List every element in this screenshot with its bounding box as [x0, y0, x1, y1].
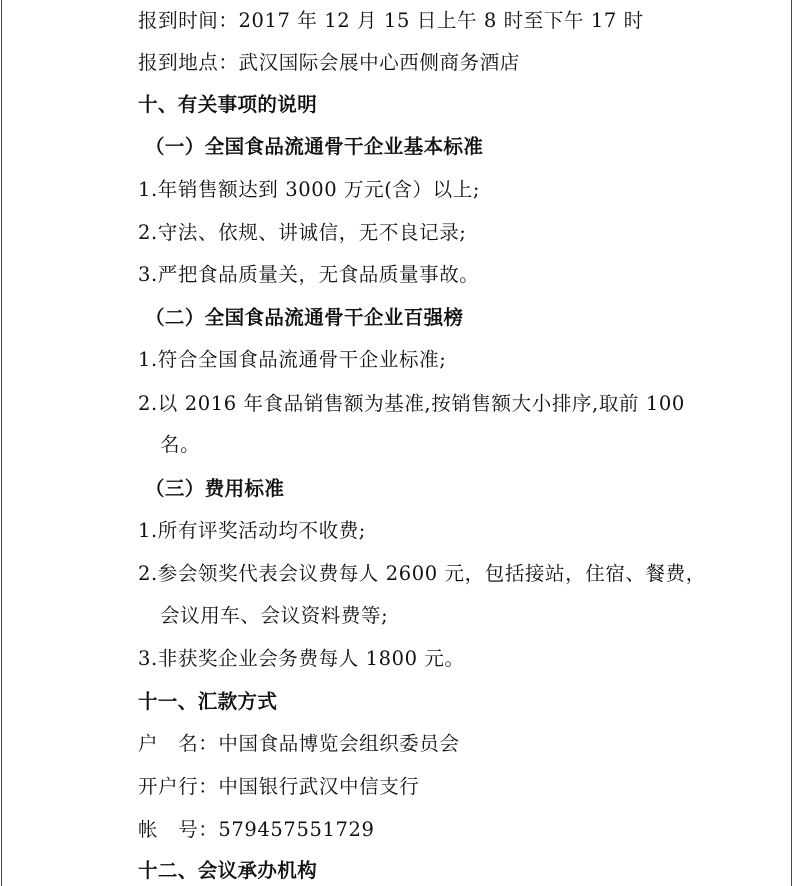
part-2-item-2: 2.以 2016 年食品销售额为基准,按销售额大小排序,取前 100: [138, 392, 685, 415]
registration-time: 报到时间：2017 年 12 月 15 日上午 8 时至下午 17 时: [138, 9, 644, 32]
part-3-item-3: 3.非获奖企业会务费每人 1800 元。: [138, 647, 465, 670]
part-2-heading: （二）全国食品流通骨干企业百强榜: [145, 306, 464, 329]
part-3-item-2: 2.参会领奖代表会议费每人 2600 元，包括接站，住宿、餐费，: [138, 562, 706, 585]
part-1-heading: （一）全国食品流通骨干企业基本标准: [145, 135, 484, 158]
part-2-item-2-continued: 名。: [160, 433, 201, 456]
section-12-heading: 十二、会议承办机构: [138, 859, 318, 882]
part-3-heading: （三）费用标准: [145, 477, 285, 500]
account-number: 帐 号：579457551729: [138, 818, 375, 841]
part-1-item-3: 3.严把食品质量关，无食品质量事故。: [138, 263, 480, 286]
part-1-item-1: 1.年销售额达到 3000 万元(含）以上;: [138, 178, 481, 201]
section-11-heading: 十一、汇款方式: [138, 690, 278, 713]
section-10-heading: 十、有关事项的说明: [138, 93, 318, 116]
part-2-item-1: 1.符合全国食品流通骨干企业标准;: [138, 348, 447, 371]
part-3-item-2-continued: 会议用车、会议资料费等;: [160, 604, 389, 627]
account-name: 户 名：中国食品博览会组织委员会: [138, 732, 460, 755]
part-1-item-2: 2.守法、依规、讲诚信，无不良记录;: [138, 221, 467, 244]
account-bank: 开户行：中国银行武汉中信支行: [138, 775, 420, 798]
registration-place: 报到地点：武汉国际会展中心西侧商务酒店: [138, 51, 520, 74]
part-3-item-1: 1.所有评奖活动均不收费;: [138, 519, 366, 542]
